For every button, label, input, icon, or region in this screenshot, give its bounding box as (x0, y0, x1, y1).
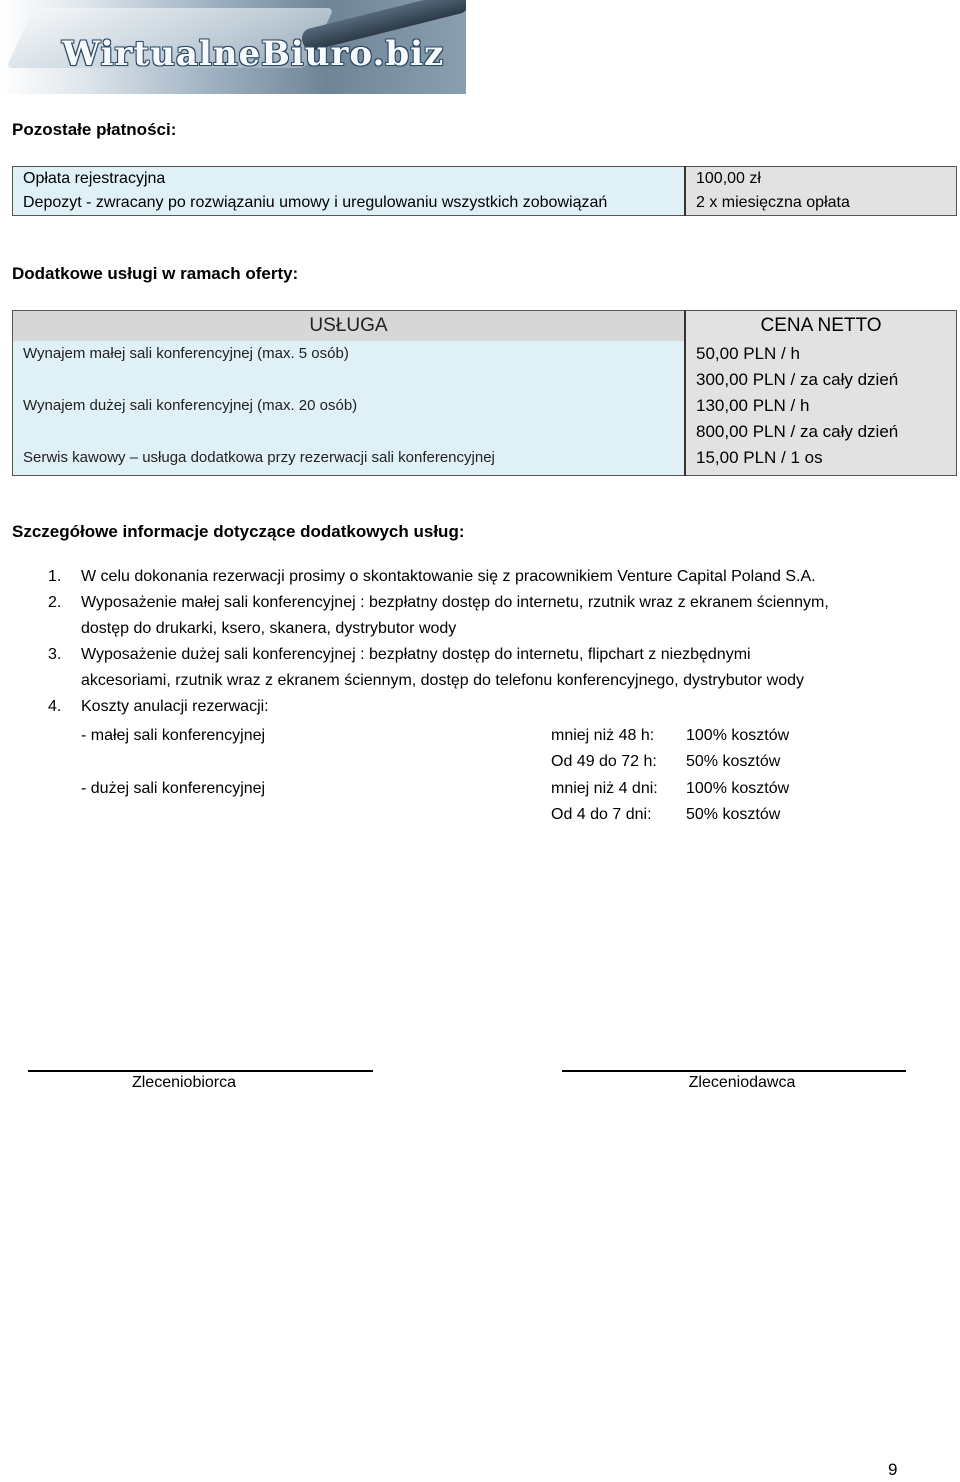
cancellation-period: mniej niż 48 h: (551, 727, 655, 744)
table-header-row (13, 311, 957, 342)
signature-line-left (28, 1070, 373, 1072)
payment-label: Opłata rejestracyjna (13, 167, 686, 192)
service-name: Serwis kawowy – usługa dodatkowa przy rezerwacji sali konferencyjnej (23, 449, 495, 466)
column-header-price: CENA NETTO (685, 311, 957, 342)
list-item: 2. Wyposażenie małej sali konferencyjnej : bezpłatny dostęp do internetu, rzutnik wraz z ekranem ściennym, dostęp do drukarki, ksero, skanera, dystrybutor wody (48, 594, 829, 637)
table-row (13, 341, 957, 393)
cancellation-cost: 100% kosztów (686, 780, 790, 797)
company-logo (0, 0, 466, 94)
payments-table (12, 166, 957, 216)
cancellation-room: - małej sali konferencyjnej (81, 727, 266, 744)
section-heading-services: Dodatkowe usługi w ramach oferty: (12, 264, 299, 283)
service-price: 300,00 PLN / za cały dzień (696, 370, 899, 389)
table-row (13, 167, 957, 192)
service-price: 130,00 PLN / h (696, 396, 810, 415)
payment-value: 100,00 zł (685, 167, 957, 192)
cancellation-cost: 50% kosztów (686, 753, 781, 770)
cancellation-room: - dużej sali konferencyjnej (81, 780, 266, 797)
table-row (13, 445, 957, 476)
list-item: 1. W celu dokonania rezerwacji prosimy o skontaktowanie się z pracownikiem Venture Capital Poland S.A. (48, 568, 816, 585)
service-price: 800,00 PLN / za cały dzień (696, 422, 899, 441)
section-heading-payments: Pozostałe płatności: (12, 120, 177, 139)
payment-label: Depozyt - zwracany po rozwiązaniu umowy i uregulowaniu wszystkich zobowiązań (13, 191, 686, 216)
service-price: 50,00 PLN / h (696, 344, 800, 363)
logo-text: WirtualneBiuro.biz (62, 34, 445, 74)
list-item: 3. Wyposażenie dużej sali konferencyjnej : bezpłatny dostęp do internetu, flipchart z niezbędnymi akcesoriami, rzutnik wraz z ekranem ściennym, dostęp do telefonu konferencyjnego, dystrybutor wody (48, 646, 805, 689)
signature-label-contractor: Zleceniobiorca (131, 1074, 237, 1091)
signature-label-client: Zleceniodawca (688, 1074, 796, 1091)
page-number: 9 (888, 1460, 898, 1479)
cancellation-cost: 100% kosztów (686, 727, 790, 744)
service-name: Wynajem małej sali konferencyjnej (max. 5 osób) (23, 345, 349, 362)
table-row (13, 191, 957, 216)
cancellation-period: Od 4 do 7 dni: (551, 806, 652, 823)
list-item: 4. Koszty anulacji rezerwacji: (48, 698, 269, 715)
table-row (13, 393, 957, 445)
cancellation-cost: 50% kosztów (686, 806, 781, 823)
section-heading-details: Szczegółowe informacje dotyczące dodatkowych usług: (12, 522, 465, 541)
signature-line-right (562, 1070, 906, 1072)
payment-value: 2 x miesięczna opłata (685, 191, 957, 216)
cancellation-period: Od 49 do 72 h: (551, 753, 657, 770)
cancellation-period: mniej niż 4 dni: (551, 780, 658, 797)
details-list (48, 564, 948, 720)
services-table (12, 310, 957, 476)
column-header-service: USŁUGA (13, 311, 686, 342)
service-price: 15,00 PLN / 1 os (696, 448, 823, 467)
service-name: Wynajem dużej sali konferencyjnej (max. 20 osób) (23, 397, 358, 414)
